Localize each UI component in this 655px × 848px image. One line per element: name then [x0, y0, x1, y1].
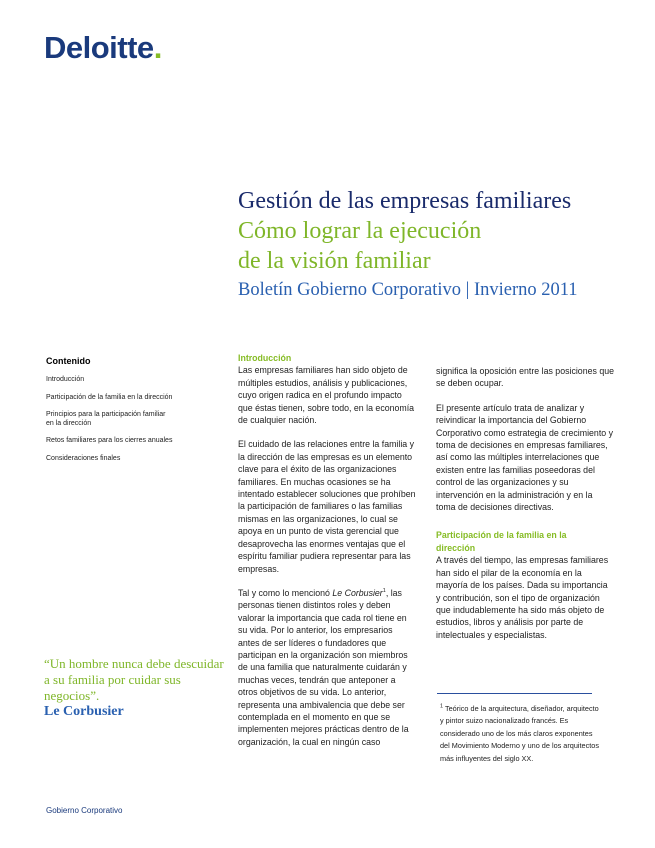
paragraph — [238, 587, 416, 748]
paragraph: A través del tiempo, las empresas familiares han sido el pilar de la economía en la mayoría de los países. Dada su importancia y contribución, son el tipo de organización que indudablemente ha sido más objeto de estudios, libros y análisis por parte de intelectuales y especialistas. — [436, 555, 609, 640]
paragraph: El cuidado de las relaciones entre la familia y la dirección de las empresas es un elemento clave para el éxito de las organizaciones familiares. En muchas ocasiones se ha intentado establecer soluciones que prohíben la participación de familiares o las familias mismas en las organizaciones, lo cual se apoya en un punto de vista gerencial que desaprovecha las enormes ventajas que el espíritu familiar pudiera representar para las empresas. — [238, 439, 416, 574]
footnote — [440, 703, 600, 765]
section-heading-introduccion: Introducción — [238, 353, 292, 363]
footnote-ref[interactable]: 1 — [382, 587, 386, 594]
quote-author: Le Corbusier — [44, 704, 124, 719]
pull-quote — [44, 656, 224, 720]
footnote-divider — [437, 693, 592, 694]
footnote-text: Teórico de la arquitectura, diseñador, arquitecto y pintor suizo nacionalizado francés. Es considerado uno de los más claros exponentes del Movimiento Moderno y uno de los arquitectos más influyentes del siglo XX. — [440, 704, 599, 763]
section-heading-participacion: Participación de la familia en la dirección — [436, 530, 567, 553]
column-2 — [436, 365, 614, 653]
toc-item-consideraciones[interactable]: Consideraciones finales — [46, 454, 121, 462]
text-span: Tal y como lo mencionó — [238, 587, 333, 598]
bulletin-line: Boletín Gobierno Corporativo | Invierno 2011 — [238, 280, 578, 300]
logo-dot: . — [153, 30, 162, 65]
logo-wordmark: Deloitte — [44, 30, 154, 65]
toc-title: Contenido — [46, 356, 91, 366]
subtitle-line-1: Cómo lograr la ejecución — [238, 218, 482, 244]
footnote-marker: 1 — [440, 703, 444, 710]
title-block — [238, 186, 578, 303]
document-title: Gestión de las empresas familiares — [238, 188, 572, 214]
page-footer: Gobierno Corporativo — [46, 806, 123, 815]
paragraph: El presente artículo trata de analizar y reivindicar la importancia del Gobierno Corporativo como estrategia de crecimiento y toma de decisiones en empresas familiares, así como las múltiples interrelaciones que existen entre las familias poseedoras del control de las organizaciones y su intervención en la administración y en la toma de decisiones directivas. — [436, 402, 613, 513]
text-span: , las personas tienen distintos roles y deben valorar la importancia que cada rol tiene en su vida. Por lo anterior, los empresarios antes de ser líderes o fundadores que participan en la organización son miembros de una familia que naturalmente cuidarán y muchas veces, tendrán que anteponer a otros objetivos de su vida. Lo anterior, representa una ambivalencia que debe ser contemplada en el momento en que se implementen mejores prácticas dentro de la organización, la cual en ningún caso — [238, 587, 409, 747]
quote-text: “Un hombre nunca debe descuidar a su familia por cuidar sus negocios”. — [44, 656, 224, 703]
toc-item-participacion[interactable]: Participación de la familia en la dirección — [46, 393, 173, 401]
column-1 — [238, 352, 416, 760]
toc-item-introduccion[interactable]: Introducción — [46, 376, 85, 383]
toc-item-retos[interactable]: Retos familiares para los cierres anuales — [46, 437, 173, 444]
paragraph: significa la oposición entre las posiciones que se deben ocupar. — [436, 366, 614, 389]
paragraph: Las empresas familiares han sido objeto de múltiples estudios, análisis y publicaciones, cuyo origen radica en el profundo impacto que éstas tienen, sobre todo, en la economía de cualquier nación. — [238, 365, 415, 426]
table-of-contents — [46, 356, 226, 472]
deloitte-logo — [44, 30, 162, 66]
toc-item-principios[interactable]: Principios para la participación familiar en la dirección — [46, 411, 166, 427]
italic-name: Le Corbusier — [332, 587, 383, 598]
subtitle-line-2: de la visión familiar — [238, 248, 431, 274]
